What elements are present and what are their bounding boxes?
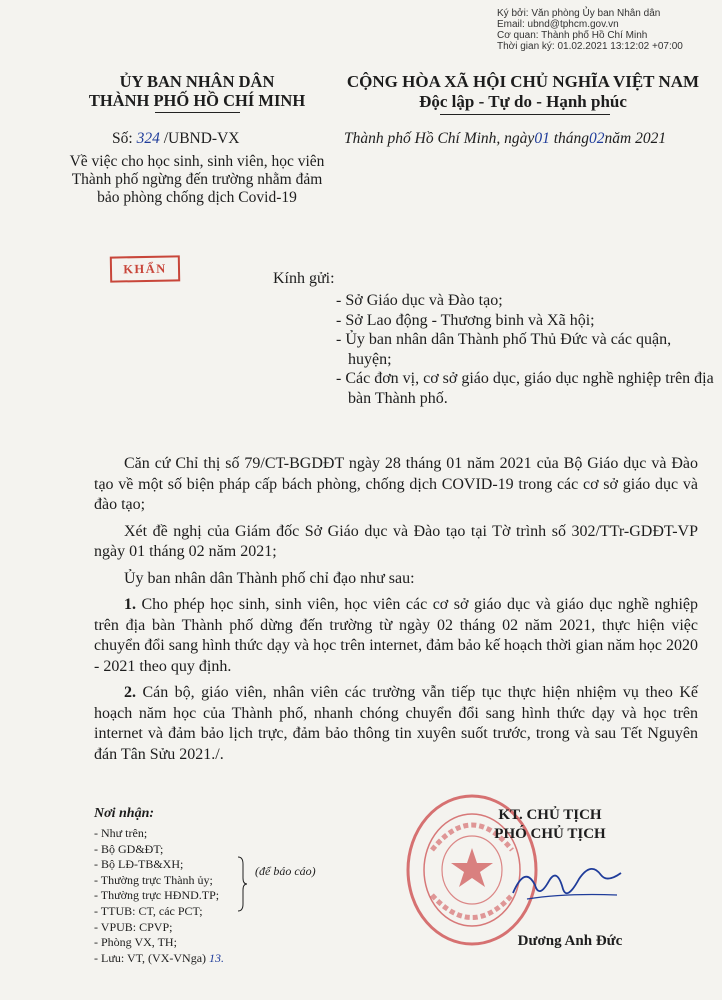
directive-text: Cán bộ, giáo viên, nhân viên các trường vẫn tiếp tục thực hiện nhiệm vụ theo Kế hoạch năm học của Thành phố, nhanh chóng chuyển đổi sang hình thức dạy và học trên internet và đảm bảo lịch trực, đảm bảo thông tin xuyên suốt trước, trong và sau Tết Nguyên đán Tân Sửu 2021./. — [94, 684, 698, 763]
doc-no-prefix: Số: — [112, 130, 133, 147]
date-day-handwritten: 01 — [534, 130, 550, 147]
signature-title-line-2: PHÓ CHỦ TỊCH — [494, 826, 606, 842]
directive-number: 2. — [124, 684, 136, 701]
document-body — [94, 454, 698, 771]
national-header — [330, 72, 716, 112]
body-paragraph-directive-1 — [94, 595, 698, 677]
signature-title — [450, 806, 650, 844]
date-month-handwritten: 02 — [589, 130, 605, 147]
brace-icon — [237, 856, 247, 912]
distribution-item: - Phòng VX, TH; — [94, 935, 177, 950]
distribution-item — [94, 951, 314, 967]
issuer-divider — [155, 112, 240, 113]
distribution-item: - VPUB: CPVP; — [94, 919, 173, 934]
date-mid: tháng — [549, 130, 589, 147]
body-paragraph: Xét đề nghị của Giám đốc Sở Giáo dục và Đào tạo tại Tờ trình số 302/TTr-GDĐT-VP ngày 01 tháng 02 năm 2021; — [94, 522, 698, 560]
signature-title-line-1: KT. CHỦ TỊCH — [498, 807, 602, 823]
signed-by: Ký bởi: Văn phòng Ủy ban Nhân dân — [497, 8, 661, 19]
recipient-item: - Sở Giáo dục và Đào tạo; — [336, 292, 503, 309]
issuer-header — [62, 72, 332, 110]
salutation: Kính gửi: — [273, 270, 335, 287]
date-prefix: Thành phố Hồ Chí Minh, ngày — [344, 130, 535, 147]
doc-no-suffix: /UBND-VX — [163, 130, 240, 147]
distribution-item: - TTUB: CT, các PCT; — [94, 903, 203, 918]
national-title: CỘNG HÒA XÃ HỘI CHỦ NGHĨA VIỆT NAM — [346, 72, 700, 91]
document-number — [112, 130, 239, 148]
document-date — [344, 130, 666, 148]
recipient-item: - Các đơn vị, cơ sở giáo dục, giáo dục nghề nghiệp trên địa bàn Thành phố. — [336, 370, 714, 407]
distribution-item-text: - Lưu: VT, (VX-VNga) — [94, 950, 207, 965]
doc-no-handwritten: 324 — [136, 130, 160, 147]
recipient-list — [336, 291, 716, 408]
date-suffix: năm 2021 — [604, 130, 667, 147]
distribution-item: - Bộ LĐ-TB&XH; — [94, 857, 184, 872]
issuer-line-2: THÀNH PHỐ HỒ CHÍ MINH — [88, 91, 306, 110]
copies-handwritten: 13. — [209, 950, 225, 965]
body-paragraph: Căn cứ Chỉ thị số 79/CT-BGDĐT ngày 28 tháng 01 năm 2021 của Bộ Giáo dục và Đào tạo về một số biện pháp cấp bách phòng, chống dịch COVID-19 trong các cơ sở giáo dục và đào tạo; — [94, 455, 698, 513]
document-subject: Về việc cho học sinh, sinh viên, học viên Thành phố ngừng đến trường nhằm đảm bảo phòng chống dịch Covid-19 — [69, 153, 325, 206]
motto-divider — [440, 114, 610, 115]
signer-name: Dương Anh Đức — [517, 933, 623, 949]
distribution-item: - Thường trực Thành ủy; — [94, 872, 213, 887]
report-note: (để báo cáo) — [255, 864, 316, 878]
national-motto: Độc lập - Tự do - Hạnh phúc — [419, 92, 627, 111]
directive-text: Cho phép học sinh, sinh viên, học viên các cơ sở giáo dục và giáo dục nghề nghiệp trên địa bàn Thành phố dừng đến trường từ ngày 02 tháng 02 năm 2021, thực hiện việc chuyển đổi sang hình thức dạy và học trên internet, đảm bảo kế hoạch thời gian năm học 2020 - 2021 theo quy định. — [94, 596, 698, 675]
issuer-line-1: ỦY BAN NHÂN DÂN — [119, 72, 275, 91]
signer-email: Email: ubnd@tphcm.gov.vn — [497, 19, 619, 30]
signing-time: Thời gian ký: 01.02.2021 13:12:02 +07:00 — [497, 41, 683, 52]
body-paragraph-directive-2 — [94, 683, 698, 765]
handwritten-signature-icon — [505, 855, 625, 910]
body-paragraph: Ủy ban nhân dân Thành phố chỉ đạo như sau: — [124, 569, 415, 587]
distribution-list — [94, 826, 314, 966]
distribution-item: - Như trên; — [94, 826, 148, 840]
distribution-title: Nơi nhận: — [94, 806, 155, 821]
signer-agency: Cơ quan: Thành phố Hồ Chí Minh — [497, 30, 648, 41]
recipient-item: - Ủy ban nhân dân Thành phố Thủ Đức và các quận, huyện; — [336, 331, 672, 368]
directive-number: 1. — [124, 596, 136, 613]
digital-signature-info — [497, 8, 717, 52]
distribution-item: - Bộ GD&ĐT; — [94, 841, 164, 856]
urgent-stamp: KHẨN — [110, 255, 180, 282]
recipient-item: - Sở Lao động - Thương binh và Xã hội; — [336, 311, 595, 329]
distribution-item: - Thường trực HĐND.TP; — [94, 888, 220, 903]
